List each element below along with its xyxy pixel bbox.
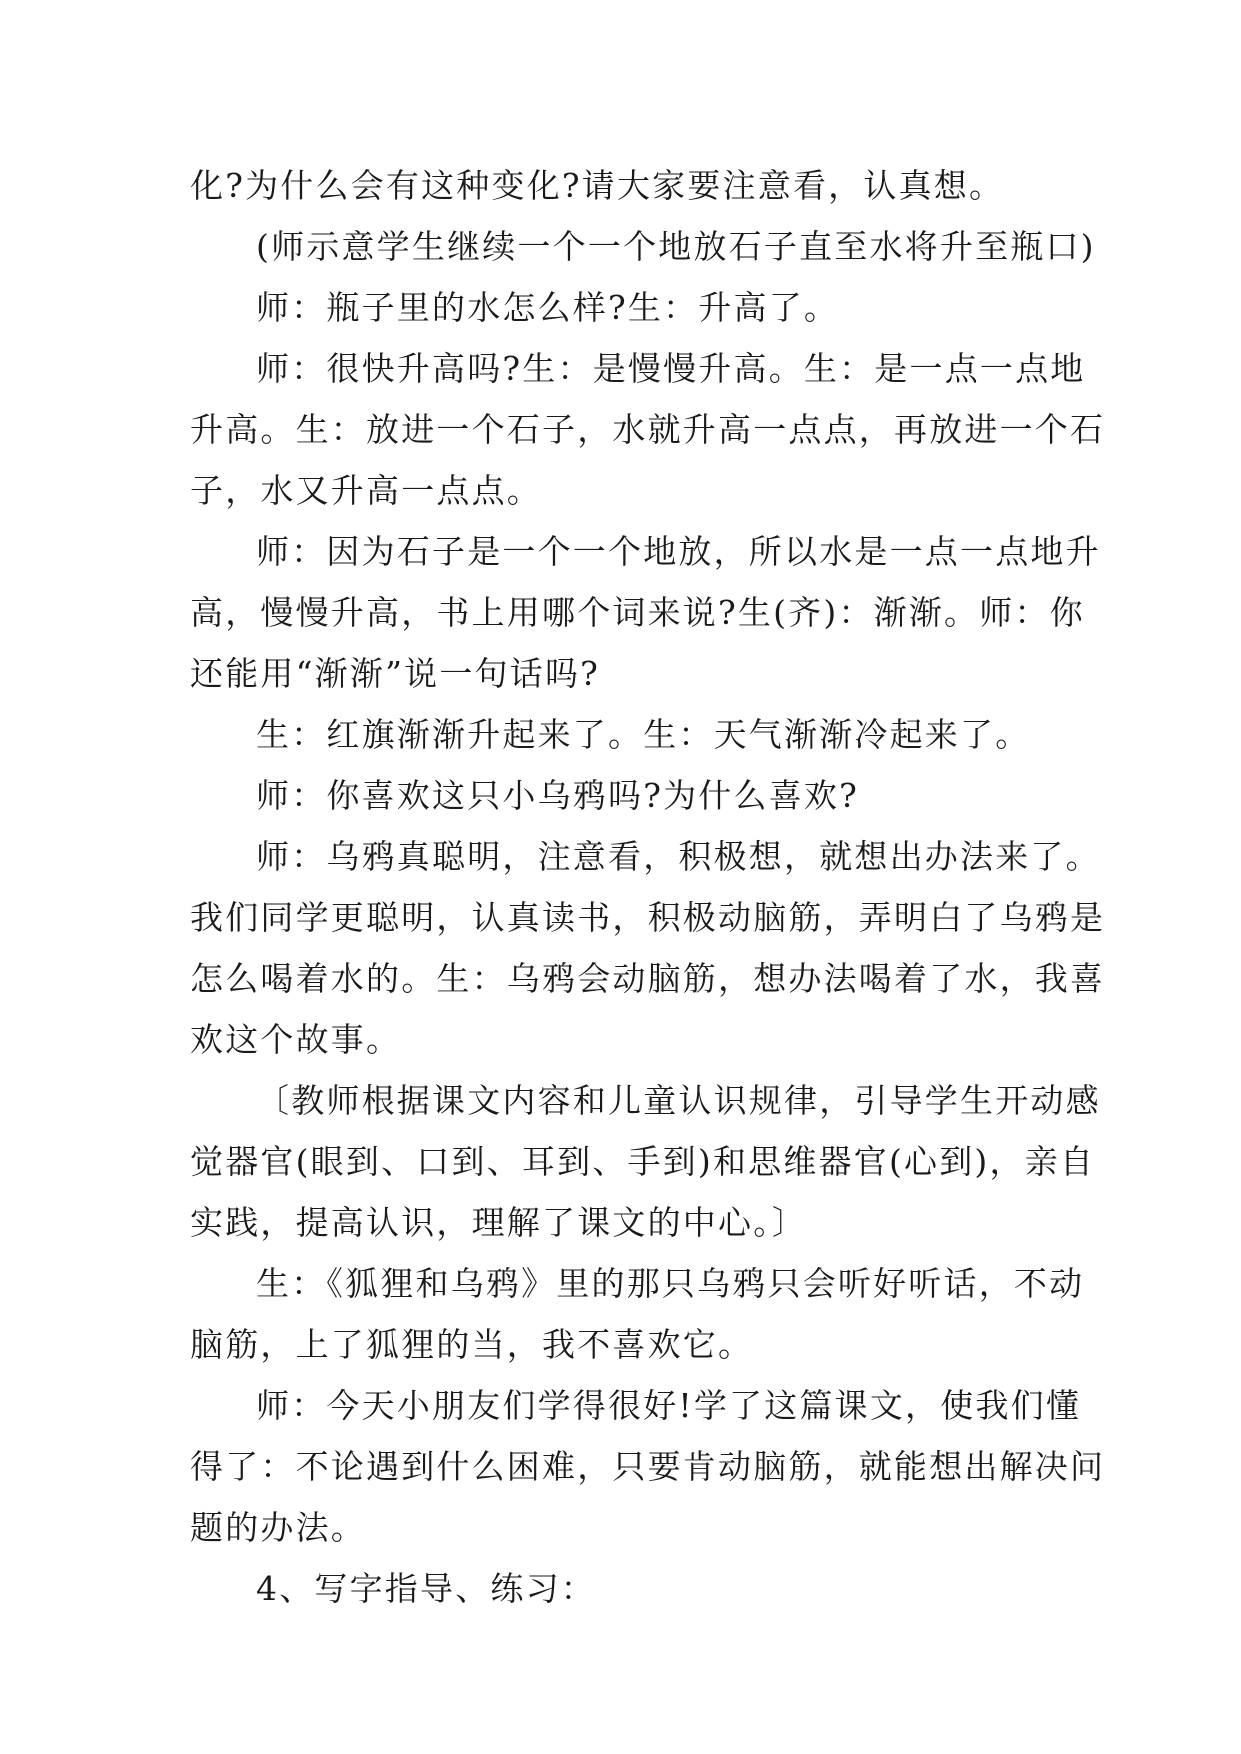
text-line: 子，水又升高一点点。 <box>190 471 542 510</box>
text-line: 师：很快升高吗?生：是慢慢升高。生：是一点一点地 <box>256 349 1086 388</box>
text-line: 觉器官(眼到、口到、耳到、手到)和思维器官(心到)，亲自 <box>190 1142 1096 1181</box>
text-line: 师：瓶子里的水怎么样?生：升高了。 <box>256 288 840 327</box>
text-line: 师：因为石子是一个一个地放，所以水是一点一点地升 <box>256 532 1101 571</box>
document-body <box>190 155 1106 1619</box>
text-line: 我们同学更聪明，认真读书，积极动脑筋，弄明白了乌鸦是 <box>190 898 1106 937</box>
text-line: 生：《狐狸和乌鸦》里的那只乌鸦只会听好听话，不动 <box>256 1264 1085 1303</box>
text-line: 实践，提高认识，理解了课文的中心。〕 <box>190 1203 808 1242</box>
text-line: 师：你喜欢这只小乌鸦吗?为什么喜欢? <box>256 776 859 815</box>
text-line: 还能用“渐渐”说一句话吗? <box>190 654 601 693</box>
text-line: 生：红旗渐渐升起来了。生：天气渐渐冷起来了。 <box>256 715 1031 754</box>
section-heading: 4、写字指导、练习： <box>256 1569 596 1608</box>
text-line: 脑筋，上了狐狸的当，我不喜欢它。 <box>190 1325 754 1364</box>
text-line: 得了：不论遇到什么困难，只要肯动脑筋，就能想出解决问 <box>190 1447 1106 1486</box>
text-line: 怎么喝着水的。生：乌鸦会动脑筋，想办法喝着了水，我喜 <box>190 959 1106 998</box>
text-line: (师示意学生继续一个一个地放石子直至水将升至瓶口) <box>256 227 1096 266</box>
text-line: 师：乌鸦真聪明，注意看，积极想，就想出办法来了。 <box>256 837 1101 876</box>
text-line: 题的办法。 <box>190 1508 366 1547</box>
text-line: 师：今天小朋友们学得很好!学了这篇课文，使我们懂 <box>256 1386 1082 1425</box>
text-line: 欢这个故事。 <box>190 1020 402 1059</box>
text-line: 〔教师根据课文内容和儿童认识规律，引导学生开动感 <box>256 1081 1101 1120</box>
text-line: 高，慢慢升高，书上用哪个词来说?生(齐)：渐渐。师：你 <box>190 593 1085 632</box>
text-line: 升高。生：放进一个石子，水就升高一点点，再放进一个石 <box>190 410 1106 449</box>
text-line: 化?为什么会有这种变化?请大家要注意看，认真想。 <box>190 166 1005 205</box>
